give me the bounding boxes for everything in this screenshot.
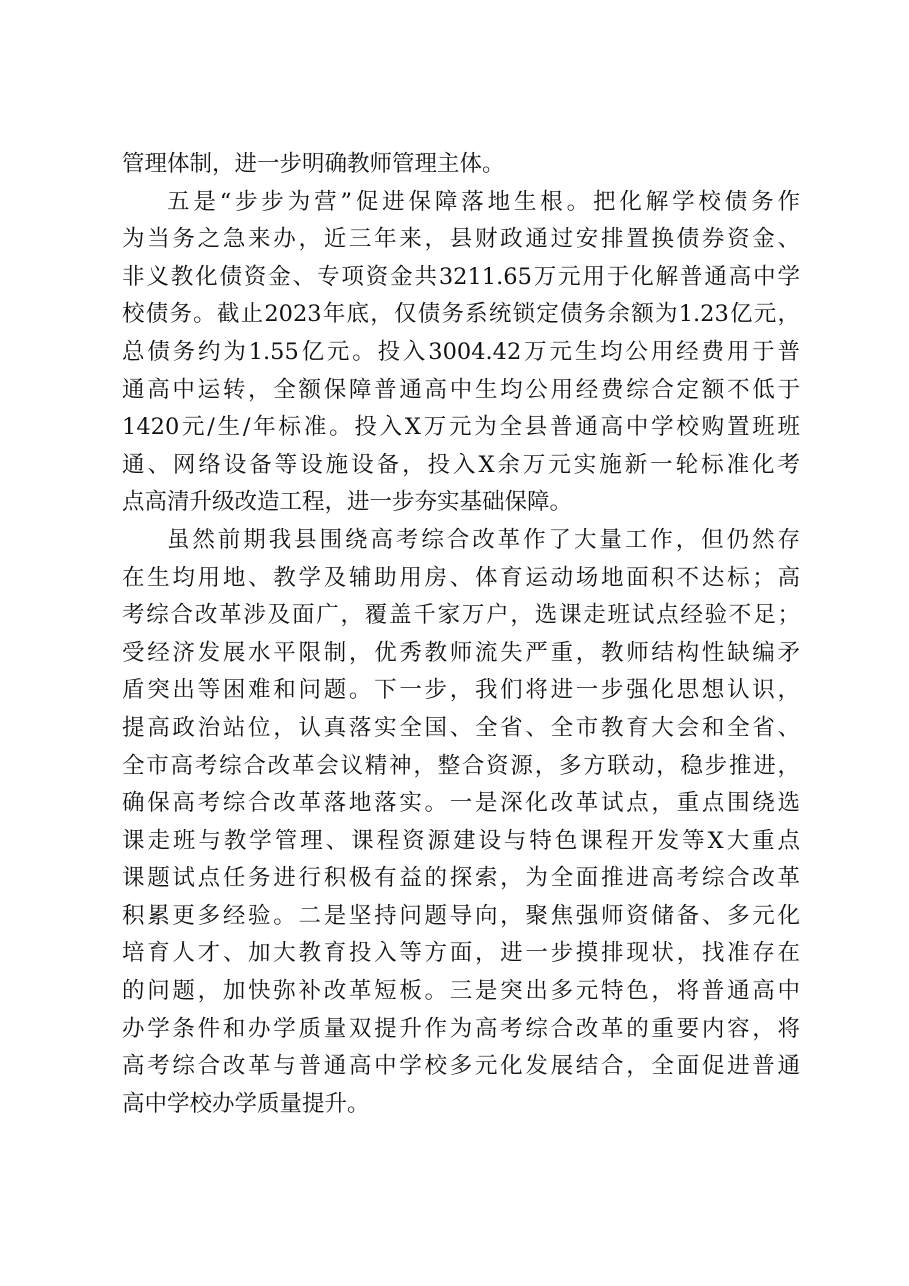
text-line: 课题试点任务进行积极有益的探索，为全面推进高考综合改革 xyxy=(122,865,800,892)
text-line: 高中学校办学质量提升。 xyxy=(122,1090,370,1117)
text-line: 五是“步步为营”促进保障落地生根。把化解学校债务作 xyxy=(167,188,800,215)
text-line: 积累更多经验。二是坚持问题导向，聚焦强师资储备、多元化 xyxy=(122,902,800,929)
document-body xyxy=(122,146,800,1123)
text-line: 非义教化债资金、专项资金共3211.65万元用于化解普通高中学 xyxy=(122,263,800,290)
text-line: 受经济发展水平限制，优秀教师流失严重，教师结构性缺编矛 xyxy=(122,639,800,666)
text-line: 通、网络设备等设施设备，投入X余万元实施新一轮标准化考 xyxy=(122,451,800,478)
text-line: 为当务之急来办，近三年来，县财政通过安排置换债券资金、 xyxy=(122,226,800,253)
text-line: 办学条件和办学质量双提升作为高考综合改革的重要内容，将 xyxy=(122,1015,800,1042)
text-line: 培育人才、加大教育投入等方面，进一步摸排现状，找准存在 xyxy=(122,940,800,967)
text-line: 总债务约为1.55亿元。投入3004.42万元生均公用经费用于普 xyxy=(122,338,800,365)
text-line: 的问题，加快弥补改革短板。三是突出多元特色，将普通高中 xyxy=(122,978,800,1005)
text-line: 1420元/生/年标准。投入X万元为全县普通高中学校购置班班 xyxy=(122,414,800,441)
text-line: 高考综合改革与普通高中学校多元化发展结合，全面促进普通 xyxy=(122,1053,800,1080)
text-line: 确保高考综合改革落地落实。一是深化改革试点，重点围绕选 xyxy=(122,790,800,817)
text-line: 虽然前期我县围绕高考综合改革作了大量工作，但仍然存 xyxy=(167,526,800,553)
text-line: 校债务。截止2023年底，仅债务系统锁定债务余额为1.23亿元， xyxy=(122,301,800,328)
text-line: 考综合改革涉及面广，覆盖千家万户，选课走班试点经验不足； xyxy=(122,602,800,629)
text-line: 全市高考综合改革会议精神，整合资源，多方联动，稳步推进， xyxy=(122,752,800,779)
text-line: 通高中运转，全额保障普通高中生均公用经费综合定额不低于 xyxy=(122,376,800,403)
text-line: 在生均用地、教学及辅助用房、体育运动场地面积不达标；高 xyxy=(122,564,800,591)
text-line: 盾突出等困难和问题。下一步，我们将进一步强化思想认识， xyxy=(122,677,800,704)
text-line: 课走班与教学管理、课程资源建设与特色课程开发等X大重点 xyxy=(122,827,800,854)
text-line: 提高政治站位，认真落实全国、全省、全市教育大会和全省、 xyxy=(122,714,800,741)
text-line: 点高清升级改造工程，进一步夯实基础保障。 xyxy=(122,489,573,516)
text-line: 管理体制，进一步明确教师管理主体。 xyxy=(122,151,505,177)
